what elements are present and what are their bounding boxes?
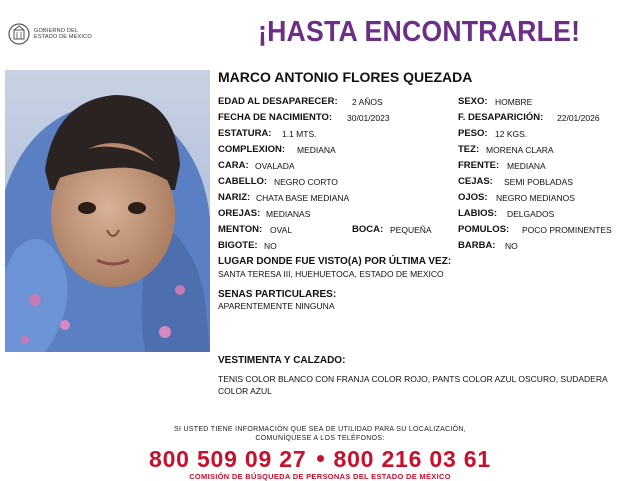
last-seen-label: LUGAR DONDE FUE VISTO(A) POR ÚLTIMA VEZ: — [218, 256, 452, 267]
mouth-label: BOCA: — [352, 224, 384, 235]
sex-label: SEXO: — [458, 96, 488, 107]
build-label: COMPLEXION: — [218, 144, 286, 155]
ears-label: OREJAS: — [218, 208, 261, 219]
cheekbones-value: POCO PROMINENTES — [522, 225, 612, 235]
nose-value: CHATA BASE MEDIANA — [256, 193, 350, 203]
build-value: MEDIANA — [297, 145, 336, 155]
height-label: ESTATURA: — [218, 128, 272, 139]
birthdate-value: 30/01/2023 — [347, 113, 390, 123]
hair-label: CABELLO: — [218, 176, 268, 187]
bullet-dot-icon — [317, 455, 324, 462]
eyes-label: OJOS: — [458, 192, 488, 203]
eyebrows-label: CEJAS: — [458, 176, 493, 187]
person-name: MARCO ANTONIO FLORES QUEZADA — [218, 69, 473, 85]
chin-label: MENTON: — [218, 224, 263, 235]
government-name — [34, 28, 92, 40]
complexion-color-value: MORENA CLARA — [486, 145, 554, 155]
lips-label: LABIOS: — [458, 208, 498, 219]
beard-value: NO — [505, 241, 518, 251]
gov-line-2: ESTADO DE MÉXICO — [34, 34, 92, 40]
forehead-label: FRENTE: — [458, 160, 500, 171]
phone-number-1[interactable]: 800 509 09 27 — [149, 446, 307, 472]
clothing-label: VESTIMENTA Y CALZADO: — [218, 355, 346, 366]
weight-label: PESO: — [458, 128, 488, 139]
disappearance-date-value: 22/01/2026 — [557, 113, 600, 123]
distinguishing-marks-value: APARENTEMENTE NINGUNA — [218, 301, 335, 311]
mustache-value: NO — [264, 241, 277, 251]
nose-label: NARIZ: — [218, 192, 251, 203]
birthdate-label: FECHA DE NACIMIENTO: — [218, 112, 332, 123]
height-value: 1.1 MTS. — [282, 129, 317, 139]
gov-line-1: GOBIERNO DEL — [34, 28, 79, 34]
last-seen-value: SANTA TERESA III, HUEHUETOCA, ESTADO DE MEXICO — [218, 269, 444, 279]
clothing-value: TENIS COLOR BLANCO CON FRANJA COLOR ROJO, PANTS COLOR AZUL OSCURO, SUDADERA COLOR AZUL — [218, 374, 608, 396]
eyes-value: NEGRO MEDIANOS — [496, 193, 575, 203]
government-logo — [8, 22, 133, 46]
commission-name: COMISIÓN DE BÚSQUEDA DE PERSONAS DEL ESTADO DE MÉXICO — [189, 472, 451, 481]
phone-number-2[interactable]: 800 216 03 61 — [333, 446, 491, 472]
weight-value: 12 KGS. — [495, 129, 528, 139]
face-value: OVALADA — [255, 161, 295, 171]
phone-numbers — [0, 446, 640, 473]
forehead-value: MEDIANA — [507, 161, 546, 171]
complexion-color-label: TEZ: — [458, 144, 480, 155]
cheekbones-label: POMULOS: — [458, 224, 510, 235]
mustache-label: BIGOTE: — [218, 240, 258, 251]
ears-value: MEDIANAS — [266, 209, 311, 219]
face-label: CARA: — [218, 160, 249, 171]
banner-title: ¡HASTA ENCONTRARLE! — [258, 16, 581, 48]
distinguishing-marks-label: SENAS PARTICULARES: — [218, 289, 337, 300]
missing-person-photo — [5, 70, 210, 352]
sex-value: HOMBRE — [495, 97, 533, 107]
beard-label: BARBA: — [458, 240, 496, 251]
lips-value: DELGADOS — [507, 209, 555, 219]
contact-instructions-line1: SI USTED TIENE INFORMACIÓN QUE SEA DE UTILIDAD PARA SU LOCALIZACIÓN, — [173, 426, 467, 433]
age-value: 2 AÑOS — [352, 97, 383, 107]
child-portrait-image — [5, 70, 210, 352]
disappearance-date-label: F. DESAPARICIÓN: — [458, 112, 544, 123]
contact-instructions-line2: COMUNÍQUESE A LOS TELÉFONOS: — [255, 435, 385, 442]
mouth-value: PEQUEÑA — [390, 225, 432, 235]
state-seal-icon — [8, 23, 30, 45]
eyebrows-value: SEMI POBLADAS — [504, 177, 573, 187]
hair-value: NEGRO CORTO — [274, 177, 338, 187]
age-label: EDAD AL DESAPARECER: — [218, 96, 338, 107]
chin-value: OVAL — [270, 225, 293, 235]
